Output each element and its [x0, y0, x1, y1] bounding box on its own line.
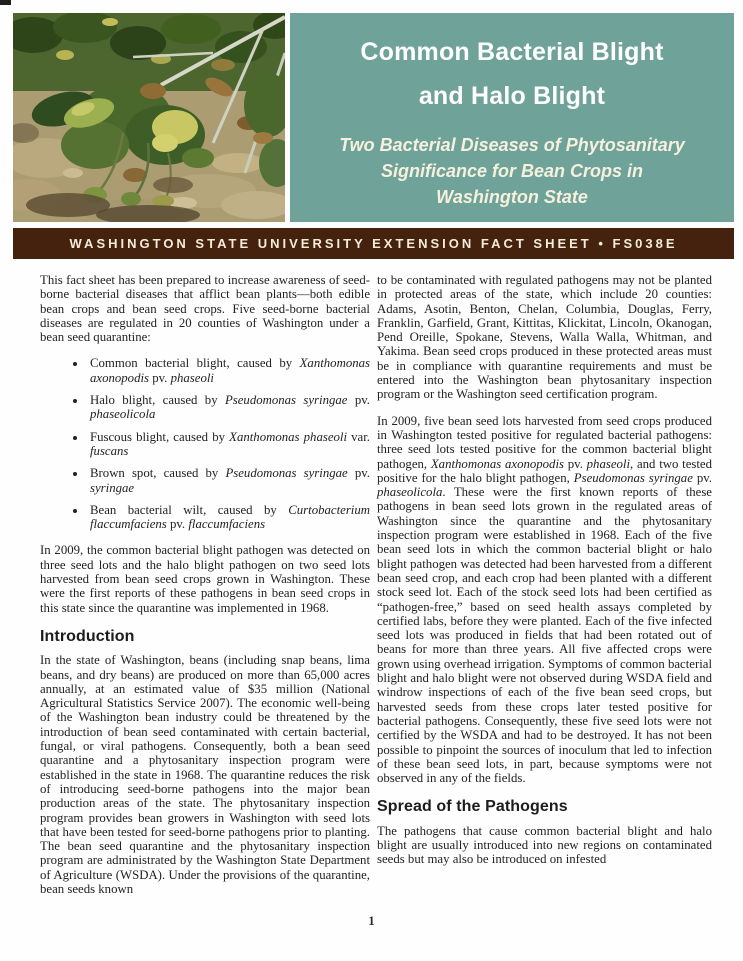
- list-item: • Brown spot, caused by Pseudomonas syringae pv. syringae: [87, 466, 370, 495]
- body-paragraph: The pathogens that cause common bacterial blight and halo blight are usually introduced into new regions on contaminated seeds but may also be introduced on infested: [377, 823, 712, 867]
- list-item: • Common bacterial blight, caused by Xanthomonas axonopodis pv. phaseoli: [87, 356, 370, 385]
- body-paragraph: In 2009, the common bacterial blight pathogen was detected on three seed lots and the halo blight pathogen on two seed lots harvested from bean seed crops grown in Washington. These were the first reports of these pathogens in bean seed crops in this state since the quarantine was implemented in 1968.: [40, 543, 370, 615]
- page-title-line1: Common Bacterial Blight: [360, 38, 664, 66]
- scan-corner-mark: [0, 0, 11, 5]
- section-heading-introduction: Introduction: [40, 627, 135, 645]
- bean-plant-photo-illustration: [13, 13, 285, 222]
- list-item: • Halo blight, caused by Pseudomonas syringae pv. phaseolicola: [87, 393, 370, 422]
- page-number: 1: [368, 914, 375, 928]
- list-item: • Fuscous blight, caused by Xanthomonas phaseoli var. fuscans: [87, 430, 370, 459]
- section-heading-spread-of-pathogens: Spread of the Pathogens: [377, 798, 568, 816]
- list-item: • Bean bacterial wilt, caused by Curtobacterium flaccumfaciens pv. flaccumfaciens: [87, 503, 370, 532]
- left-column: [40, 273, 370, 896]
- header: [13, 13, 734, 222]
- extension-fact-sheet-banner: WASHINGTON STATE UNIVERSITY EXTENSION FACT SHEET • FS038E: [13, 228, 734, 259]
- title-banner: [290, 13, 734, 222]
- body-paragraph: In 2009, five bean seed lots harvested from seed crops produced in Washington tested positive for regulated bacterial pathogens: three seed lots tested positive for the common bacterial blight pathogen, Xanthomonas axonopodis pv. phaseoli, and two tested positive for the halo blight pathogen, Pseudomonas syringae pv. phaseolicola. These were the first known reports of these pathogens in bean seed lots grown in the regulated areas of Washington since the quarantine and the phytosanitary inspection program were established in 1968. Each of the five bean seed lots in which the common bacterial blight or halo blight pathogen was detected had been harvested from a different bean seed crop, and each crop had been planted with a different stock seed lot. Each of the stock seed lots had been certified as “pathogen-free,” based on seed health assays completed by certified labs, before they were planted. Each of the five infected seed lots was produced in fields that had been rotated out of beans for more than three years. All five affected crops were grown using overhead irrigation. Symptoms of common bacterial blight and halo blight were not observed during WSDA field and windrow inspections of each of the five bean seed crops, but harvested seeds from these crops later tested positive for bacterial pathogens. Consequently, these five seed lots were not certified by the WSDA and had to be destroyed. It has not been possible to pinpoint the sources of inoculum that led to infection of these bean seed lots, in part, because symptoms were not observed in any of the fields.: [377, 413, 712, 786]
- bean-plant-photo: [13, 13, 285, 222]
- body-paragraph: In the state of Washington, beans (including snap beans, lima beans, and dry beans) are produced on more than 65,000 acres annually, at an estimated value of $35 million (National Agricultural Statistics Service 2007). The economic well-being of the Washington bean industry could be threatened by the introduction of bean seed contaminated with certain bacterial, fungal, or viral pathogens. Consequently, both a bean seed quarantine and a phytosanitary inspection program were established in the state in 1968. The quarantine reduces the risk of introducing seed-borne pathogens into the major bean production areas of the state. The phytosanitary inspection program provides bean growers in Washington with seed lots that have been tested for seed-borne pathogens prior to planting. The bean seed quarantine and the phytosanitary inspection program are administrated by the Washington State Department of Agriculture (WSDA). Under the provisions of the quarantine, bean seeds known: [40, 653, 370, 896]
- page-subtitle: Two Bacterial Diseases of Phytosanitary Significance for Bean Crops in Washington State: [339, 135, 685, 207]
- body-paragraph: This fact sheet has been prepared to increase awareness of seed-borne bacterial diseases that afflict bean plants—both edible bean crops and bean seed crops. Five seed-borne bacterial diseases are regulated in 20 counties of Washington under a bean seed quarantine:: [40, 273, 370, 345]
- right-column: [377, 273, 712, 896]
- body-columns: [40, 273, 712, 896]
- body-paragraph: to be contaminated with regulated pathogens may not be planted in protected areas of the state, which include 20 counties: Adams, Asotin, Benton, Chelan, Columbia, Douglas, Ferry, Franklin, Garfield, Grant, Kittitas, Klickitat, Lincoln, Okanogan, Pend Oreille, Spokane, Stevens, Walla Walla, Whitman, and Yakima. Bean seed crops produced in these protected areas must be in compliance with quarantine requirements and must be entered into the Washington bean phytosanitary inspection program or the Washington seed certification program.: [377, 273, 712, 402]
- page-title-line2: and Halo Blight: [418, 82, 606, 110]
- quarantine-disease-list: [40, 356, 370, 531]
